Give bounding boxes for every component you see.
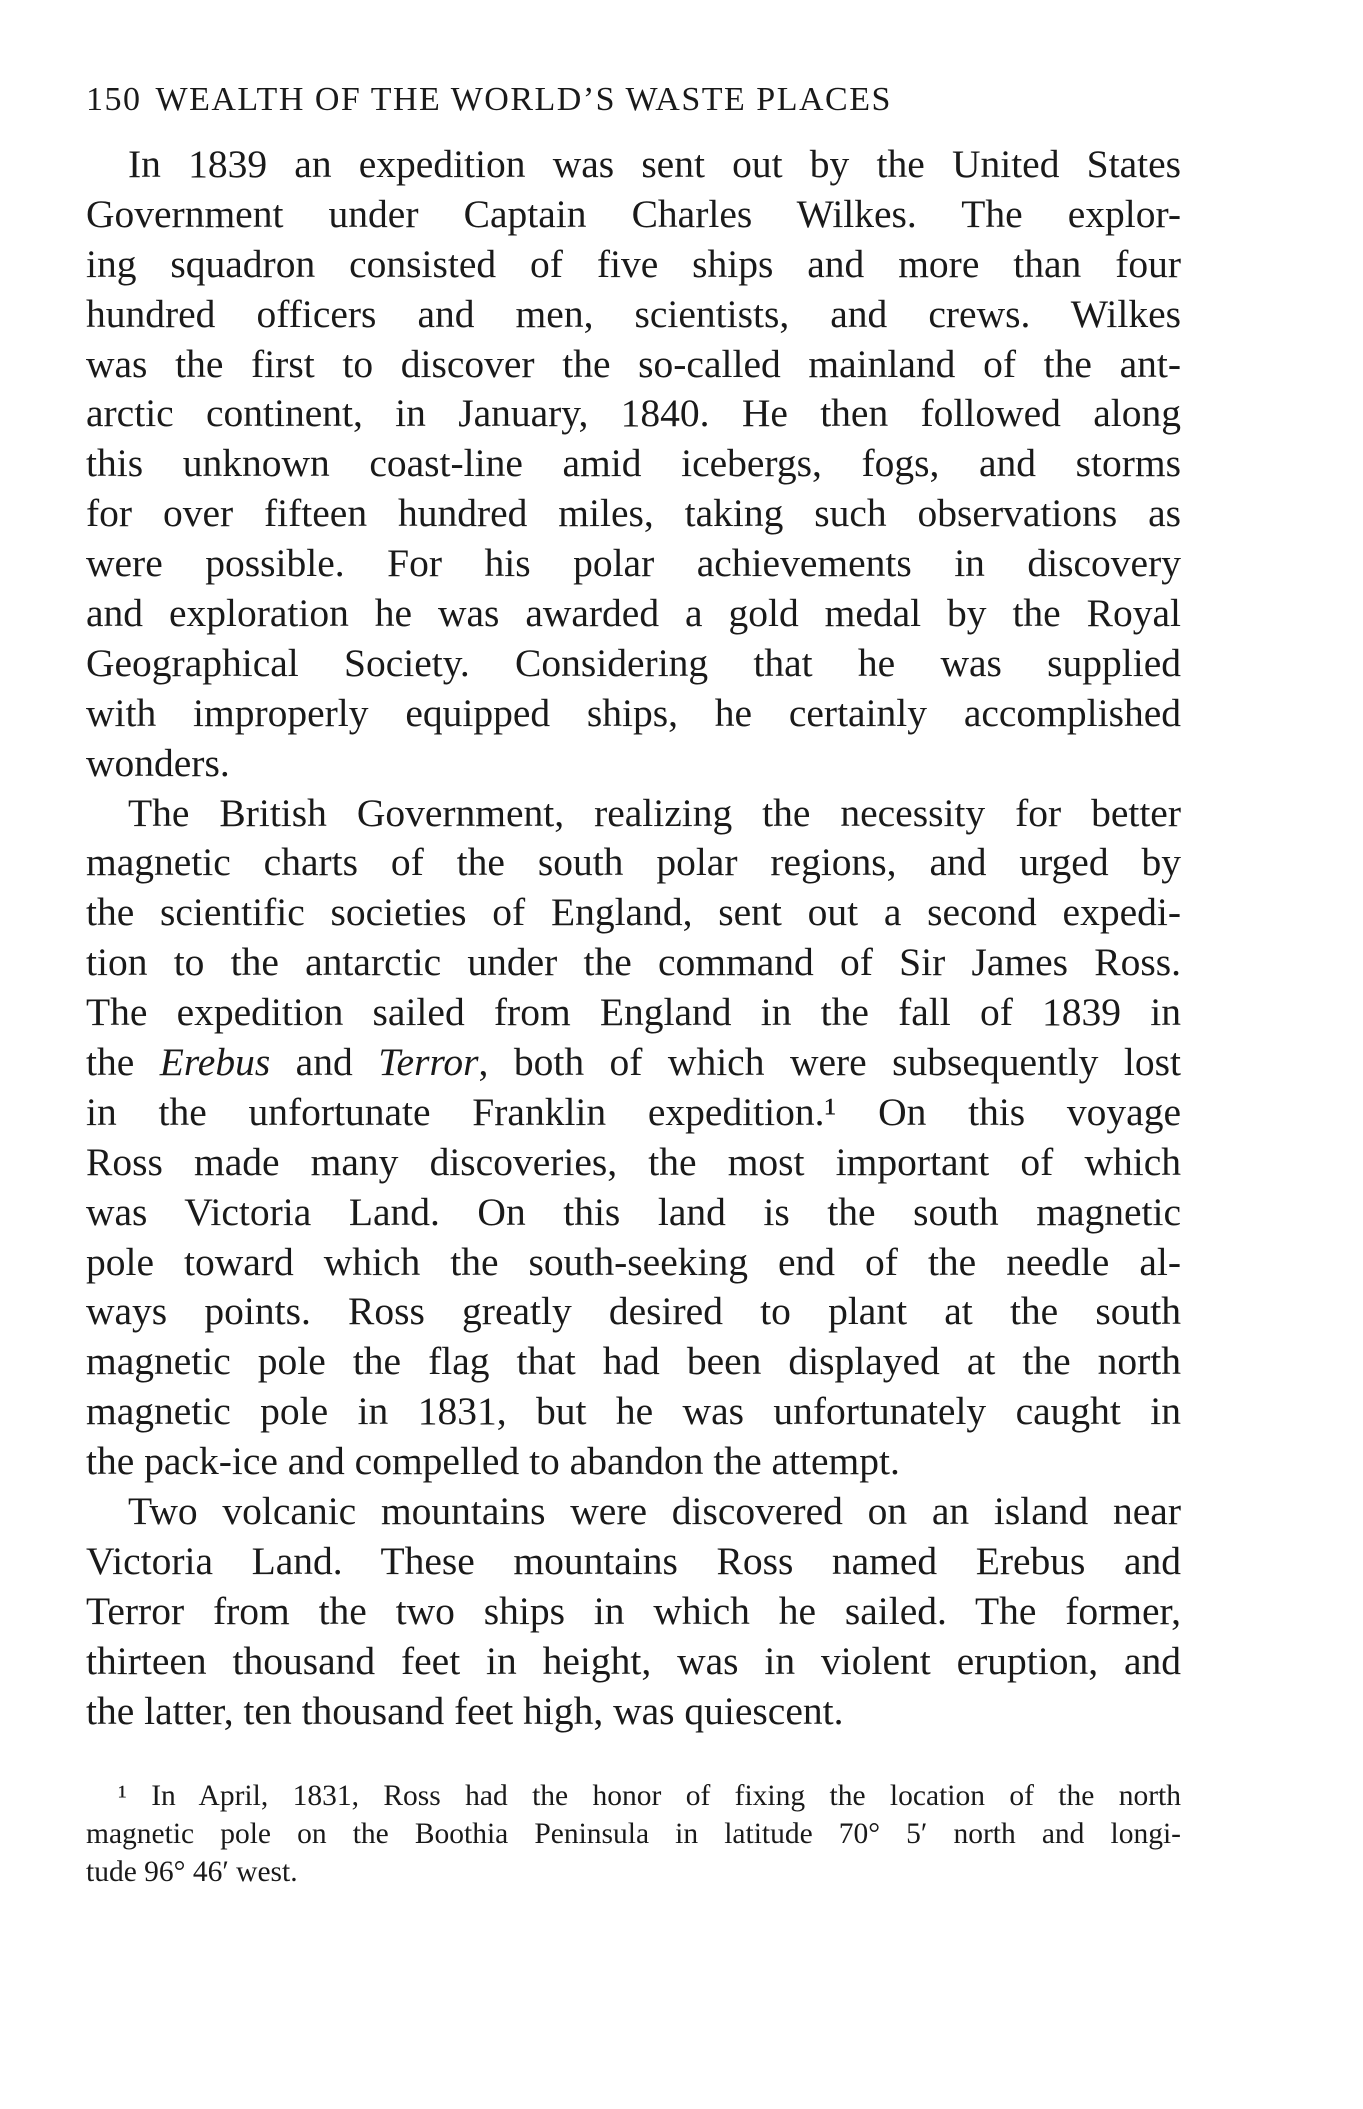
text-line: Ross made many discoveries, the most important of which	[86, 1139, 1181, 1184]
page-number: 150	[86, 81, 142, 118]
text-line: was Victoria Land. On this land is the south magnetic	[86, 1189, 1181, 1234]
text-line: the latter, ten thousand feet high, was quiescent.	[86, 1688, 844, 1733]
text-line: magnetic pole in 1831, but he was unfortunately caught in	[86, 1389, 1181, 1434]
text-line: and exploration he was awarded a gold medal by the Royal	[86, 591, 1181, 636]
text-line: was the first to discover the so-called mainland of the ant-	[86, 341, 1181, 386]
text-line: the scientific societies of England, sent out a second expedi-	[86, 890, 1181, 935]
ship-name: Erebus	[159, 1040, 271, 1085]
running-head	[86, 72, 1181, 128]
text-line: In 1839 an expedition was sent out by the United States	[128, 142, 1181, 186]
text-line: Government under Captain Charles Wilkes. The explor-	[86, 191, 1181, 236]
paragraph-ross	[86, 789, 1181, 1487]
text-line: this unknown coast-line amid icebergs, fogs, and storms	[86, 441, 1181, 486]
text-line: The expedition sailed from England in the fall of 1839 in	[86, 990, 1181, 1035]
text-line: magnetic pole the flag that had been displayed at the north	[86, 1339, 1181, 1384]
text-line: thirteen thousand feet in height, was in violent eruption, and	[86, 1638, 1181, 1683]
book-title: WEALTH OF THE WORLD’S WASTE PLACES	[155, 81, 892, 118]
text-line: pole toward which the south-seeking end of the needle al-	[86, 1239, 1181, 1284]
text-line: Geographical Society. Considering that he was supplied	[86, 640, 1181, 685]
text-line: with improperly equipped ships, he certainly accomplished	[86, 690, 1181, 735]
footnote-line: magnetic pole on the Boothia Peninsula in latitude 70° 5′ north and longi-	[86, 1817, 1181, 1850]
paragraph-volcanoes	[86, 1487, 1181, 1736]
text-line: for over fifteen hundred miles, taking such observations as	[86, 491, 1181, 536]
text-line: magnetic charts of the south polar regions, and urged by	[86, 840, 1181, 885]
body-text	[86, 140, 1181, 1737]
page	[86, 72, 1181, 1891]
text-line: Victoria Land. These mountains Ross named Erebus and	[86, 1538, 1181, 1583]
text-line: Terror from the two ships in which he sailed. The former,	[86, 1588, 1181, 1633]
text-line: ing squadron consisted of five ships and more than four	[86, 241, 1181, 286]
text-line: ways points. Ross greatly desired to plant at the south	[86, 1289, 1181, 1334]
text-line-italic: the Erebus and Terror, both of which were subsequently lost	[86, 1040, 1181, 1085]
text-line: Two volcanic mountains were discovered on an island near	[128, 1489, 1181, 1534]
paragraph-wilkes	[86, 140, 1181, 789]
text-line: the pack-ice and compelled to abandon the attempt.	[86, 1439, 900, 1484]
footnote-line: tude 96° 46′ west.	[86, 1855, 298, 1888]
text-line: in the unfortunate Franklin expedition.¹ On this voyage	[86, 1089, 1181, 1134]
footnote	[86, 1777, 1181, 1891]
footnote-line: ¹ In April, 1831, Ross had the honor of fixing the location of the north	[118, 1779, 1181, 1812]
text-line: arctic continent, in January, 1840. He then followed along	[86, 391, 1181, 436]
text-line: hundred officers and men, scientists, and crews. Wilkes	[86, 291, 1181, 336]
ship-name: Terror	[378, 1040, 479, 1085]
text-line: The British Government, realizing the necessity for better	[128, 790, 1181, 835]
text-line: were possible. For his polar achievements in discovery	[86, 541, 1181, 586]
text-line: tion to the antarctic under the command of Sir James Ross.	[86, 940, 1181, 985]
text-line: wonders.	[86, 740, 230, 785]
